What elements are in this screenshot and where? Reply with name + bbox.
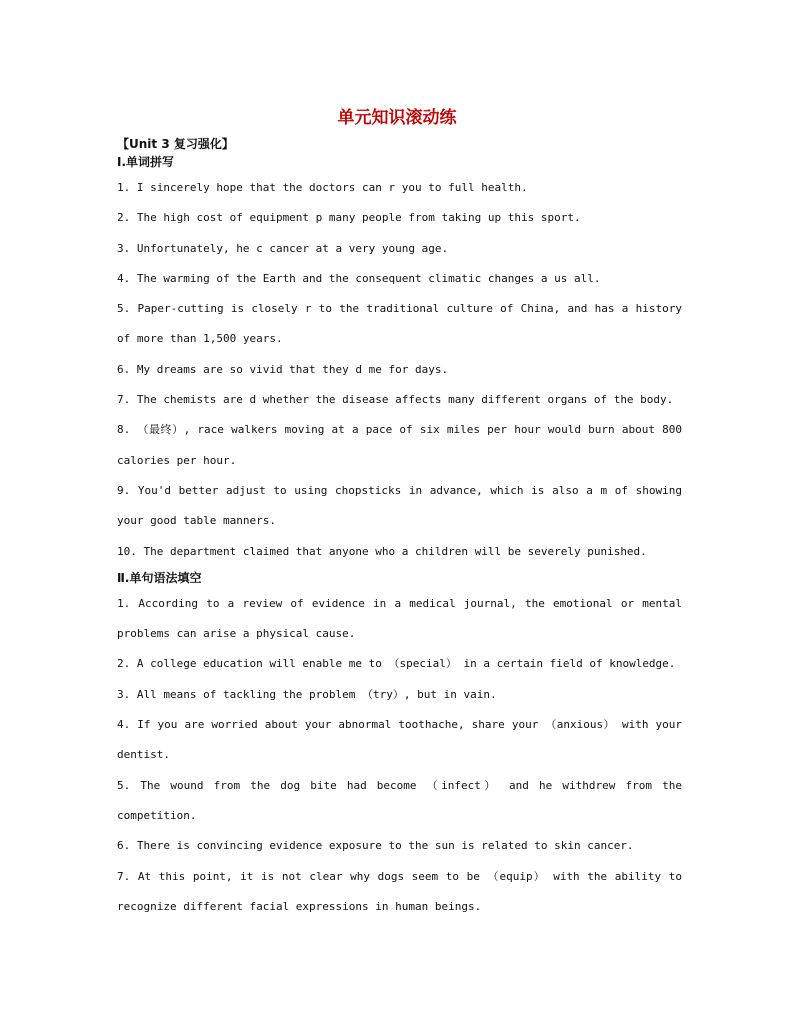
question-item: 10. The department claimed that anyone who a children will be severely punished. [117, 544, 647, 558]
question-item: 3. Unfortunately, he c cancer at a very young age. [117, 241, 449, 255]
question-item: 6. My dreams are so vivid that they d me for days. [117, 362, 449, 376]
question-item: 1. According to a review of evidence in a medical journal, the emotional or mental problems can arise a physical cause. [117, 596, 682, 641]
page-title: 单元知识滚动练 [337, 108, 457, 128]
section-heading-grammar-fill: Ⅱ.单句语法填空 [117, 570, 202, 585]
question-item: 1. I sincerely hope that the doctors can r you to full health. [117, 181, 528, 194]
question-item: 2. The high cost of equipment p many people from taking up this sport. [117, 211, 581, 225]
question-item: 6. There is convincing evidence exposure to the sun is related to skin cancer. [117, 839, 634, 853]
question-item: 3. All means of tackling the problem （try）, but in vain. [117, 687, 497, 701]
question-item: 7. The chemists are d whether the disease affects many different organs of the body. [117, 393, 674, 407]
question-item: 8. （最终）, race walkers moving at a pace of six miles per hour would burn about 800 calories per hour. [117, 423, 682, 467]
document-content [117, 135, 682, 922]
question-item: 2. A college education will enable me to （special） in a certain field of knowledge. [117, 657, 676, 671]
question-item: 5. Paper-cutting is closely r to the traditional culture of China, and has a history of more than 1,500 years. [117, 302, 682, 346]
question-item: 5. The wound from the dog bite had become （infect） and he withdrew from the competition. [117, 778, 682, 822]
question-item: 9. You'd better adjust to using chopsticks in advance, which is also a m of showing your good table manners. [117, 483, 682, 528]
question-item: 4. The warming of the Earth and the consequent climatic changes a us all. [117, 271, 601, 285]
section-heading-word-spelling: Ⅰ.单词拼写 [117, 155, 175, 169]
question-item: 4. If you are worried about your abnormal toothache, share your （anxious） with your dentist. [117, 718, 682, 762]
unit-heading: 【Unit 3 复习强化】 [117, 137, 234, 151]
question-item: 7. At this point, it is not clear why dogs seem to be （equip） with the ability to recognize different facial expressions in human beings. [117, 869, 682, 913]
